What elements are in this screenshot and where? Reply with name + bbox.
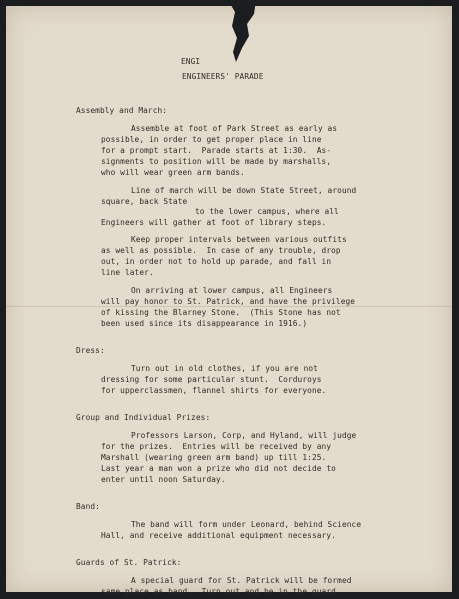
body-line: same place as band. Turn out and be in the guard. (101, 587, 341, 596)
header-fragment: ENGI (181, 57, 201, 66)
page-title: ENGINEERS' PARADE (182, 72, 264, 81)
body-line: for a prompt start. Parade starts at 1:30. As- (101, 146, 332, 155)
body-line: The band will form under Leonard, behind Science (131, 520, 362, 529)
body-line: Professors Larson, Corp, and Hyland, will judge (131, 431, 357, 440)
body-line: possible, in order to get proper place in line (101, 135, 322, 144)
body-line: will pay honor to St. Patrick, and have the privilege (101, 297, 356, 306)
body-line: Assemble at foot of Park Street as early as (131, 124, 338, 133)
body-line: Hall, and receive additional equipment necessary. (101, 531, 336, 540)
body-line: Keep proper intervals between various outfits (131, 235, 347, 244)
section-heading-assembly: Assembly and March: (76, 106, 168, 115)
section-heading-guards: Guards of St. Patrick: (76, 558, 182, 567)
body-line: dressing for some particular stunt. Corduroys (101, 375, 322, 384)
body-line: been used since its disappearance in 1916.) (101, 319, 308, 328)
body-line: to the lower campus, where all (195, 207, 339, 216)
section-heading-band: Band: (76, 502, 100, 511)
body-line: Turn out in old clothes, if you are not (131, 364, 318, 373)
torn-paper-notch (228, 0, 256, 68)
body-line: line later. (101, 268, 154, 277)
body-line: as well as possible. In case of any trouble, drop (101, 246, 341, 255)
body-line: enter until noon Saturday. (101, 475, 226, 484)
section-heading-dress: Dress: (76, 346, 105, 355)
section-heading-prizes: Group and Individual Prizes: (76, 413, 211, 422)
body-line: Line of march will be down State Street, around (131, 186, 357, 195)
body-line: for the prizes. Entries will be received by any (101, 442, 332, 451)
body-line: On arriving at lower campus, all Engineers (131, 286, 333, 295)
body-line: of kissing the Blarney Stone. (This Stone has not (101, 308, 341, 317)
body-line: square, back State (101, 197, 188, 206)
body-line: Engineers will gather at foot of library steps. (101, 218, 327, 227)
body-line: Marshall (wearing green arm band) up till 1:25. (101, 453, 327, 462)
body-line: out, in order not to hold up parade, and fall in (101, 257, 332, 266)
body-line: for upperclassmen, flannel shirts for everyone. (101, 386, 327, 395)
body-line: signments to position will be made by marshalls, (101, 157, 332, 166)
body-line: who will wear green arm bands. (101, 168, 245, 177)
document-page (6, 6, 452, 596)
body-line: A special guard for St. Patrick will be formed (131, 576, 352, 585)
body-line: Last year a man won a prize who did not decide to (101, 464, 336, 473)
